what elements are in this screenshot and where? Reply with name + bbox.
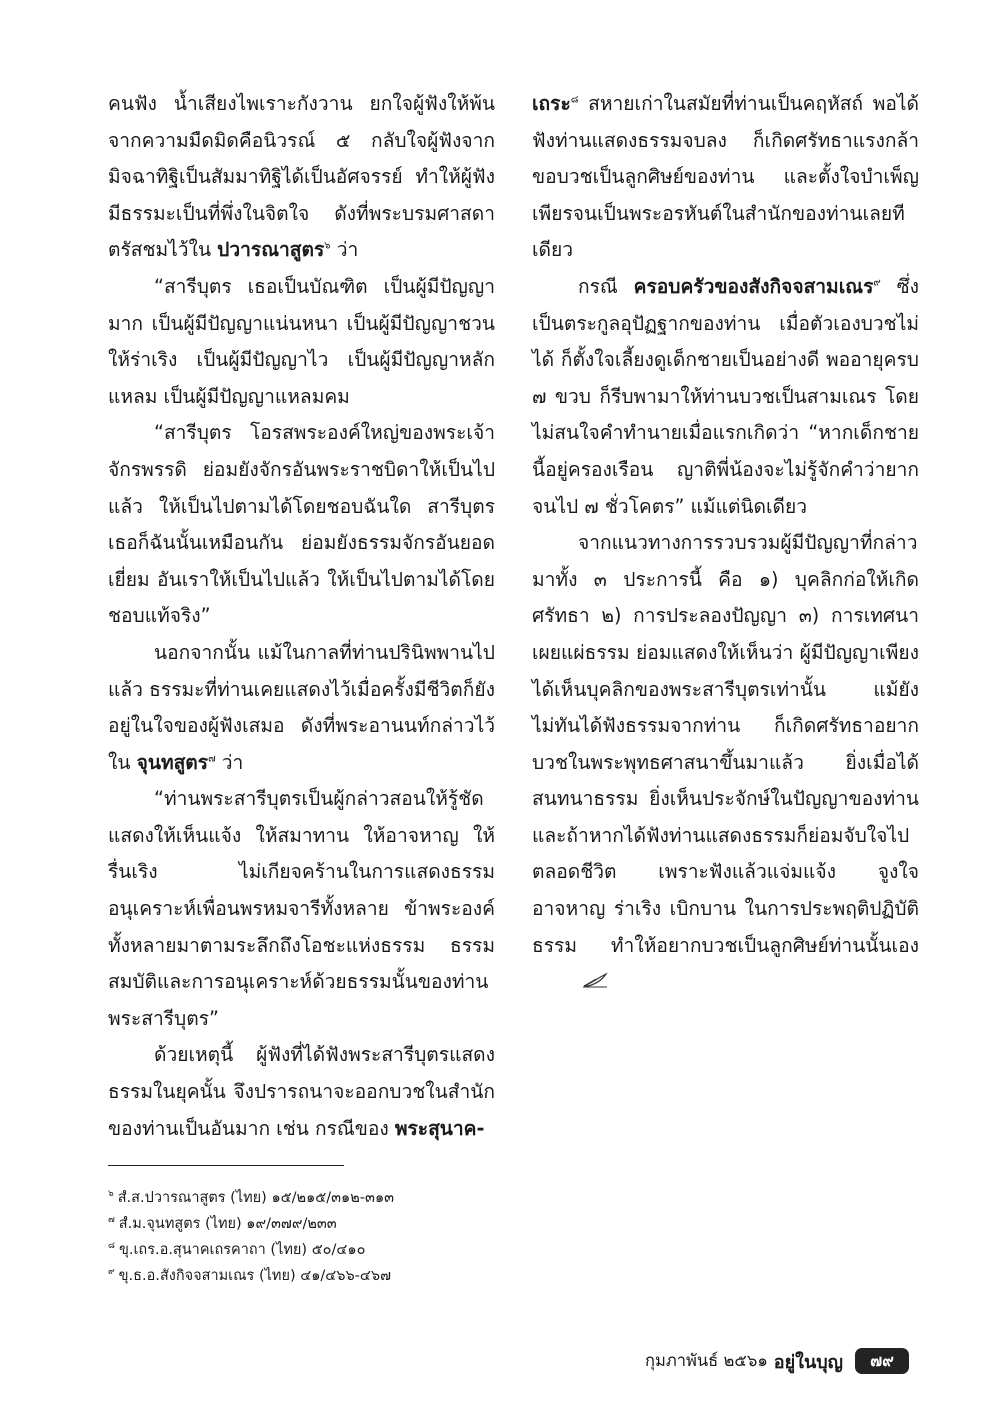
left-column	[108, 86, 495, 1147]
page-number: ๗๙	[855, 1348, 909, 1374]
page-footer	[645, 1346, 925, 1376]
right-column	[532, 86, 919, 1001]
paragraph: กรณี ครอบครัวของสังกิจจสามเณร$^๙$ ซึ่งเป็นตระกูลอุปัฏฐากของท่าน เมื่อตัวเองบวชไม่ได้ ก็ตั้งใจเลี้ยงดูเด็กชายเป็นอย่างดี พออายุครบ ๗ ขวบ ก็รีบพามาให้ท่านบวชเป็นสามเณร โดยไม่สนใจคำทำนายเมื่อแรกเกิดว่า “หากเด็กชายนี้อยู่ครองเรือน ญาติพี่น้องจะไม่รู้จักคำว่ายากจนไป ๗ ชั่วโคตร” แม้แต่นิดเดียว	[532, 274, 919, 518]
paragraph: คนฟัง น้ำเสียงไพเราะกังวาน ยกใจผู้ฟังให้พ้นจากความมืดมิดคือนิวรณ์ ๕ กลับใจผู้ฟังจากมิจฉาทิฐิเป็นสัมมาทิฐิได้เป็นอัศจรรย์ ทำให้ผู้ฟังมีธรรมะเป็นที่พึ่งในจิตใจ ดังที่พระบรมศาสดาตรัสชมไว้ใน ปวารณาสูตร$^๖$ ว่า	[108, 92, 495, 262]
footnote: $^๘$ ขุ.เถร.อ.สุนาคเถรคาถา (ไทย) ๕๐/๔๑๐	[108, 1241, 366, 1258]
paragraph: จากแนวทางการรวบรวมผู้มีปัญญาที่กล่าวมาทั้ง ๓ ประการนี้ คือ ๑) บุคลิกก่อให้เกิดศรัทธา ๒) การประลองปัญญา ๓) การเทศนาเผยแผ่ธรรม ย่อมแสดงให้เห็นว่า ผู้มีปัญญาเพียงได้เห็นบุคลิกของพระสารีบุตรเท่านั้น แม้ยังไม่ทันได้ฟังธรรมจากท่าน ก็เกิดศรัทธาอยากบวชในพระพุทธศาสนาขึ้นมาแล้ว ยิ่งเมื่อได้สนทนาธรรม ยิ่งเห็นประจักษ์ในปัญญาของท่าน และถ้าหากได้ฟังท่านแสดงธรรมก็ย่อมจับใจไปตลอดชีวิต เพราะฟังแล้วแจ่มแจ้ง จูงใจ อาจหาญ ร่าเริง เบิกบาน ในการประพฤติปฏิบัติธรรม ทำให้อยากบวชเป็นลูกศิษย์ท่านนั้นเอง	[532, 525, 919, 1001]
footnote-divider	[108, 1165, 344, 1166]
footnote: $^๙$ ขุ.ธ.อ.สังกิจจสามเณร (ไทย) ๔๑/๔๖๖-๔๖๗	[108, 1267, 391, 1284]
magazine-name: อยู่ในบุญ	[773, 1351, 844, 1373]
paragraph: ด้วยเหตุนี้ ผู้ฟังที่ได้ฟังพระสารีบุตรแสดงธรรมในยุคนั้น จึงปรารถนาจะออกบวชในสำนักของท่านเป็นอันมาก เช่น กรณีของ พระสุนาค-	[108, 1043, 495, 1140]
paragraph: นอกจากนั้น แม้ในกาลที่ท่านปรินิพพานไปแล้ว ธรรมะที่ท่านเคยแสดงไว้เมื่อครั้งมีชีวิตก็ยังอยู่ในใจของผู้ฟังเสมอ ดังที่พระอานนท์กล่าวไว้ใน จุนทสูตร$^๗$ ว่า	[108, 640, 495, 774]
footnote: $^๖$ สํ.ส.ปวารณาสูตร (ไทย) ๑๕/๒๑๕/๓๑๒-๓๑๓	[108, 1189, 395, 1206]
quote-paragraph: “สารีบุตร เธอเป็นบัณฑิต เป็นผู้มีปัญญามาก เป็นผู้มีปัญญาแน่นหนา เป็นผู้มีปัญญาชวนให้ร่าเริง เป็นผู้มีปัญญาไว เป็นผู้มีปัญญาหลักแหลม เป็นผู้มีปัญญาแหลมคม	[108, 274, 495, 408]
footnotes	[108, 1185, 394, 1289]
quote-paragraph: “สารีบุตร โอรสพระองค์ใหญ่ของพระเจ้าจักรพรรดิ ย่อมยังจักรอันพระราชบิดาให้เป็นไปแล้ว ให้เป็นไปตามได้โดยชอบฉันใด สารีบุตรเธอก็ฉันนั้นเหมือนกัน ย่อมยังธรรมจักรอันยอดเยี่ยม อันเราให้เป็นไปแล้ว ให้เป็นไปตามได้โดยชอบแท้จริง”	[108, 421, 495, 628]
quote-paragraph: “ท่านพระสารีบุตรเป็นผู้กล่าวสอนให้รู้ชัด แสดงให้เห็นแจ้ง ให้สมาทาน ให้อาจหาญ ให้รื่นเริง ไม่เกียจคร้านในการแสดงธรรม อนุเคราะห์เพื่อนพรหมจารีทั้งหลาย ข้าพระองค์ทั้งหลายมาตามระลึกถึงโอชะแห่งธรรม ธรรมสมบัติและการอนุเคราะห์ด้วยธรรมนั้นของท่านพระสารีบุตร”	[108, 787, 495, 1030]
paragraph: เถระ$^๘$ สหายเก่าในสมัยที่ท่านเป็นคฤหัสถ์ พอได้ฟังท่านแสดงธรรมจบลง ก็เกิดศรัทธาแรงกล้า ขอบวชเป็นลูกศิษย์ของท่าน และตั้งใจบำเพ็ญเพียรจนเป็นพระอรหันต์ในสำนักของท่านเลยทีเดียว	[532, 92, 919, 262]
footnote: $^๗$ สํ.ม.จุนทสูตร (ไทย) ๑๙/๓๗๙/๒๓๓	[108, 1215, 337, 1232]
quill-pen-icon	[536, 964, 608, 1001]
issue-date: กุมภาพันธ์ ๒๕๖๑	[645, 1351, 768, 1370]
